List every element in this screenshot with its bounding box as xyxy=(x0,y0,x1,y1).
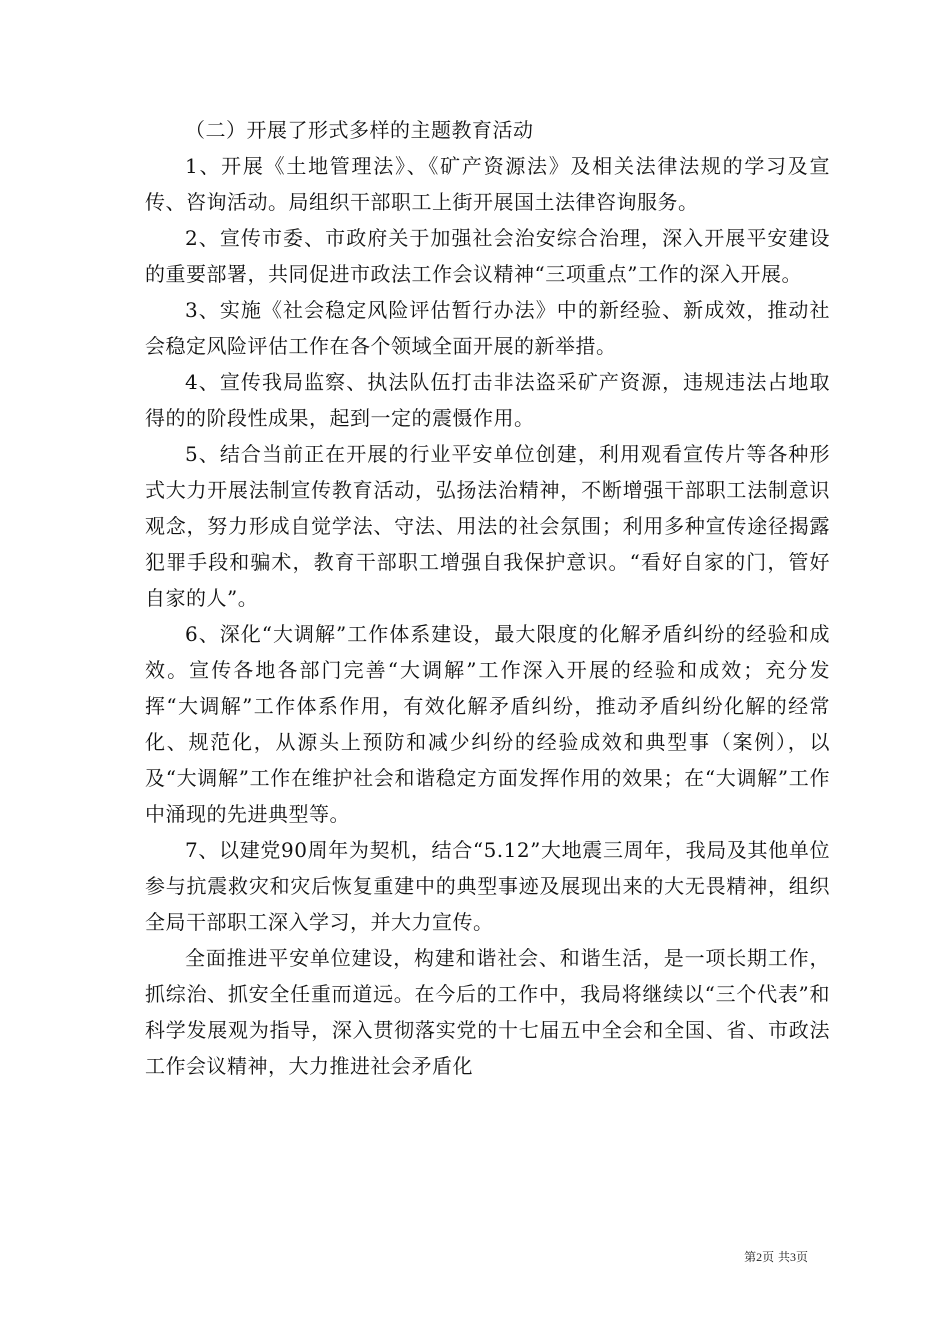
paragraph-5: 5、结合当前正在开展的行业平安单位创建，利用观看宣传片等各种形式大力开展法制宣传教育活动，弘扬法治精神，不断增强干部职工法制意识观念，努力形成自觉学法、守法、用法的社会氛围；利用多种宣传途径揭露犯罪手段和骗术，教育干部职工增强自我保护意识。“看好自家的门，管好自家的人”。 xyxy=(145,442,830,610)
footer-suffix: 页 xyxy=(795,1250,808,1264)
page-number-footer xyxy=(744,1248,808,1265)
paragraph-1: 1、开展《土地管理法》、《矿产资源法》及相关法律法规的学习及宣传、咨询活动。局组织干部职工上街开展国土法律咨询服务。 xyxy=(145,154,830,214)
footer-total-pages: 3 xyxy=(789,1250,796,1264)
paragraph-4: 4、宣传我局监察、执法队伍打击非法盗采矿产资源，违规违法占地取得的的阶段性成果，起到一定的震慑作用。 xyxy=(145,370,830,430)
footer-current-page: 2 xyxy=(756,1250,763,1264)
paragraph-2: 2、宣传市委、市政府关于加强社会治安综合治理，深入开展平安建设的重要部署，共同促进市政法工作会议精神“三项重点”工作的深入开展。 xyxy=(145,226,830,286)
paragraph-3: 3、实施《社会稳定风险评估暂行办法》中的新经验、新成效，推动社会稳定风险评估工作在各个领域全面开展的新举措。 xyxy=(145,298,830,358)
paragraph-6: 6、深化“大调解”工作体系建设，最大限度的化解矛盾纠纷的经验和成效。宣传各地各部门完善“大调解”工作深入开展的经验和成效；充分发挥“大调解”工作体系作用，有效化解矛盾纠纷，推动矛盾纠纷化解的经常化、规范化，从源头上预防和减少纠纷的经验成效和典型事（案例），以及“大调解”工作在维护社会和谐稳定方面发挥作用的效果；在“大调解”工作中涌现的先进典型等。 xyxy=(145,622,830,826)
document-body xyxy=(145,112,830,1084)
footer-middle: 页 共 xyxy=(762,1250,790,1264)
paragraph-7: 7、以建党90周年为契机，结合“5.12”大地震三周年，我局及其他单位参与抗震救灾和灾后恢复重建中的典型事迹及展现出来的大无畏精神，组织全局干部职工深入学习，并大力宣传。 xyxy=(145,838,830,934)
footer-prefix: 第 xyxy=(744,1250,757,1264)
section-heading: （二）开展了形式多样的主题教育活动 xyxy=(185,118,534,142)
paragraph-conclusion: 全面推进平安单位建设，构建和谐社会、和谐生活，是一项长期工作，抓综治、抓安全任重而道远。在今后的工作中，我局将继续以“三个代表”和科学发展观为指导，深入贯彻落实党的十七届五中全会和全国、省、市政法工作会议精神，大力推进社会矛盾化 xyxy=(145,946,830,1078)
